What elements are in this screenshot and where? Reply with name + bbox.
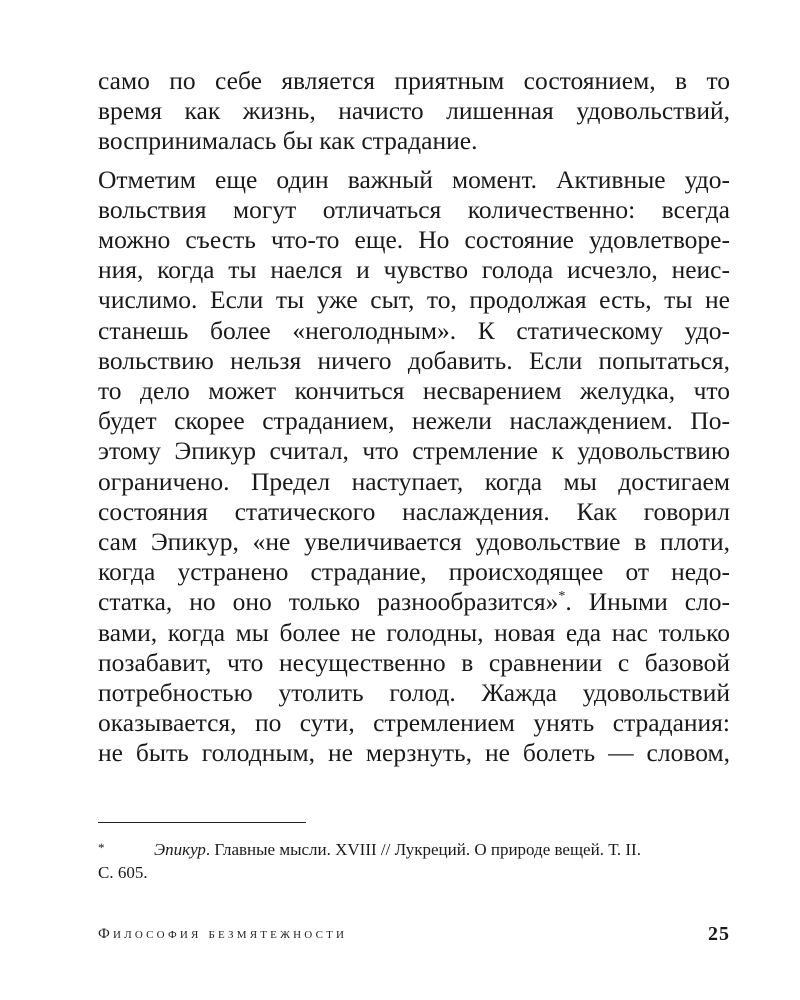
text-line: Отметим еще один важный момент. Активные удо- (98, 164, 730, 194)
text-line: позабавит, что несущественно в сравнении с базовой (98, 647, 730, 677)
footnote-author: Эпикур (154, 840, 206, 859)
text-segment: . Иными сло- (565, 587, 730, 617)
text-line: этому Эпикур считал, что стремление к удовольствию (98, 436, 730, 466)
page-number: 25 (708, 923, 730, 945)
text-line: воспринималась бы как страдание. (98, 126, 478, 156)
text-line-with-footnote (98, 587, 730, 617)
running-head: Философия безмятежности (98, 926, 348, 942)
text-line: можно съесть что-то еще. Но состояние удовлетворе- (98, 225, 730, 255)
text-line: будет скорее страданием, нежели наслаждением. По- (98, 406, 730, 436)
footnote-text: . Главные мысли. XVIII // Лукреций. О природе вещей. Т. II. (205, 840, 641, 859)
text-line: когда устранено страдание, происходящее от недо- (98, 557, 730, 587)
text-line: сам Эпикур, «не увеличивается удовольствие в плоти, (98, 527, 730, 557)
text-line: потребностью утолить голод. Жажда удовольствий (98, 678, 730, 708)
text-line: ограничено. Предел наступает, когда мы достигаем (98, 466, 730, 496)
text-line: вольствия могут отличаться количественно: всегда (98, 194, 730, 224)
footnote-reference[interactable]: * (558, 589, 566, 605)
paragraph-1 (98, 66, 730, 157)
text-segment: статка, но оно только разнообразится» (98, 587, 559, 617)
text-line: оказывается, по сути, стремлением унять страдания: (98, 708, 730, 738)
text-line: числимо. Если ты уже сыт, то, продолжая есть, ты не (98, 285, 730, 315)
text-line: вольствию нельзя ничего добавить. Если попытаться, (98, 345, 730, 375)
footnote-marker: * (98, 840, 105, 855)
footnote (98, 836, 730, 884)
text-line: время как жизнь, начисто лишенная удовольствий, (98, 96, 730, 126)
body-text (98, 66, 730, 769)
footnote-text-continued: С. 605. (98, 863, 148, 882)
paragraph-2 (98, 165, 730, 769)
text-line: не быть голодным, не мерзнуть, не болеть — словом, (98, 738, 730, 768)
text-line: вами, когда мы более не голодны, новая еда нас только (98, 617, 730, 647)
text-line: состояния статического наслаждения. Как говорил (98, 496, 730, 526)
text-line: ния, когда ты наелся и чувство голода исчезло, неис- (98, 255, 730, 285)
text-line: само по себе является приятным состоянием, в то (98, 66, 730, 95)
footnote-divider (98, 822, 306, 823)
text-line: то дело может кончиться несварением желудка, что (98, 376, 730, 406)
text-line: станешь более «неголодным». К статическому удо- (98, 315, 730, 345)
